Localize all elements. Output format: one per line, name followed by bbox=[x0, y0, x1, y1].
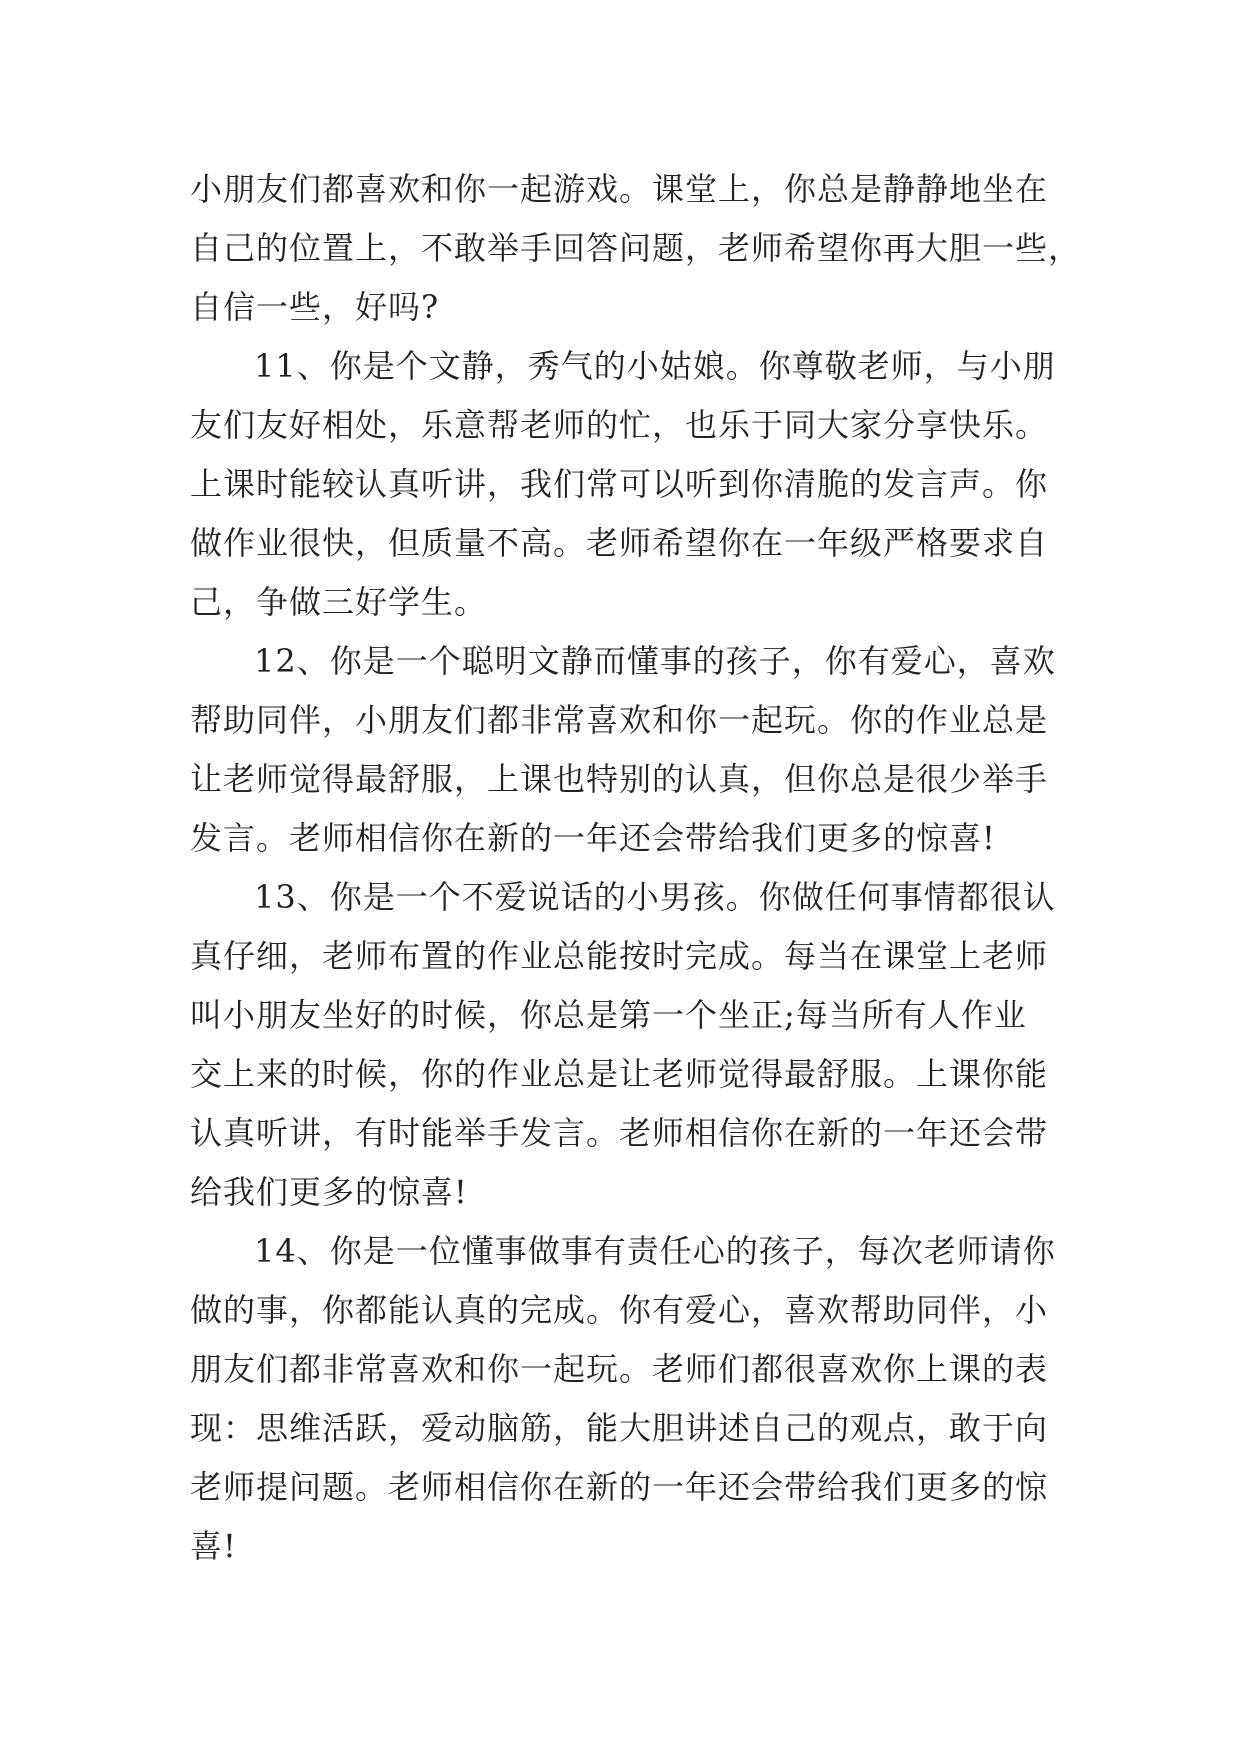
text-line: 13、你是一个不爱说话的小男孩。你做任何事情都很认 bbox=[254, 878, 1056, 916]
text-line: 上课时能较认真听讲，我们常可以听到你清脆的发言声。你 bbox=[190, 465, 1049, 503]
text-line: 自信一些，好吗? bbox=[190, 288, 440, 326]
text-line: 12、你是一个聪明文静而懂事的孩子，你有爱心，喜欢 bbox=[254, 642, 1056, 680]
text-line: 让老师觉得最舒服，上课也特别的认真，但你总是很少举手 bbox=[190, 760, 1049, 798]
paragraph-continuation bbox=[190, 160, 1082, 337]
text-line: 现：思维活跃，爱动脑筋，能大胆讲述自己的观点，敢于向 bbox=[190, 1409, 1049, 1447]
text-line: 朋友们都非常喜欢和你一起玩。老师们都很喜欢你上课的表 bbox=[190, 1350, 1049, 1388]
text-line: 小朋友们都喜欢和你一起游戏。课堂上，你总是静静地坐在 bbox=[190, 170, 1049, 208]
text-line: 做的事，你都能认真的完成。你有爱心，喜欢帮助同伴，小 bbox=[190, 1291, 1049, 1329]
paragraph-item-11 bbox=[190, 337, 1056, 632]
text-line: 友们友好相处，乐意帮老师的忙，也乐于同大家分享快乐。 bbox=[190, 406, 1049, 444]
text-line: 11、你是个文静，秀气的小姑娘。你尊敬老师，与小朋 bbox=[254, 347, 1056, 385]
text-line: 叫小朋友坐好的时候，你总是第一个坐正;每当所有人作业 bbox=[190, 996, 1027, 1034]
text-line: 帮助同伴，小朋友们都非常喜欢和你一起玩。你的作业总是 bbox=[190, 701, 1049, 739]
text-line: 给我们更多的惊喜! bbox=[190, 1173, 468, 1211]
paragraph-item-13 bbox=[190, 868, 1056, 1222]
text-line: 真仔细，老师布置的作业总能按时完成。每当在课堂上老师 bbox=[190, 937, 1049, 975]
paragraph-item-12 bbox=[190, 632, 1056, 868]
text-line: 做作业很快，但质量不高。老师希望你在一年级严格要求自 bbox=[190, 524, 1049, 562]
text-line: 老师提问题。老师相信你在新的一年还会带给我们更多的惊 bbox=[190, 1468, 1049, 1506]
text-line: 自己的位置上，不敢举手回答问题，老师希望你再大胆一些， bbox=[190, 229, 1082, 267]
document-body bbox=[190, 160, 1082, 1576]
paragraph-item-14 bbox=[190, 1222, 1056, 1576]
text-line: 己，争做三好学生。 bbox=[190, 583, 488, 621]
text-line: 认真听讲，有时能举手发言。老师相信你在新的一年还会带 bbox=[190, 1114, 1049, 1152]
text-line: 喜! bbox=[190, 1527, 237, 1565]
text-line: 发言。老师相信你在新的一年还会带给我们更多的惊喜! bbox=[190, 819, 996, 857]
text-line: 交上来的时候，你的作业总是让老师觉得最舒服。上课你能 bbox=[190, 1055, 1049, 1093]
text-line: 14、你是一位懂事做事有责任心的孩子，每次老师请你 bbox=[254, 1232, 1056, 1270]
